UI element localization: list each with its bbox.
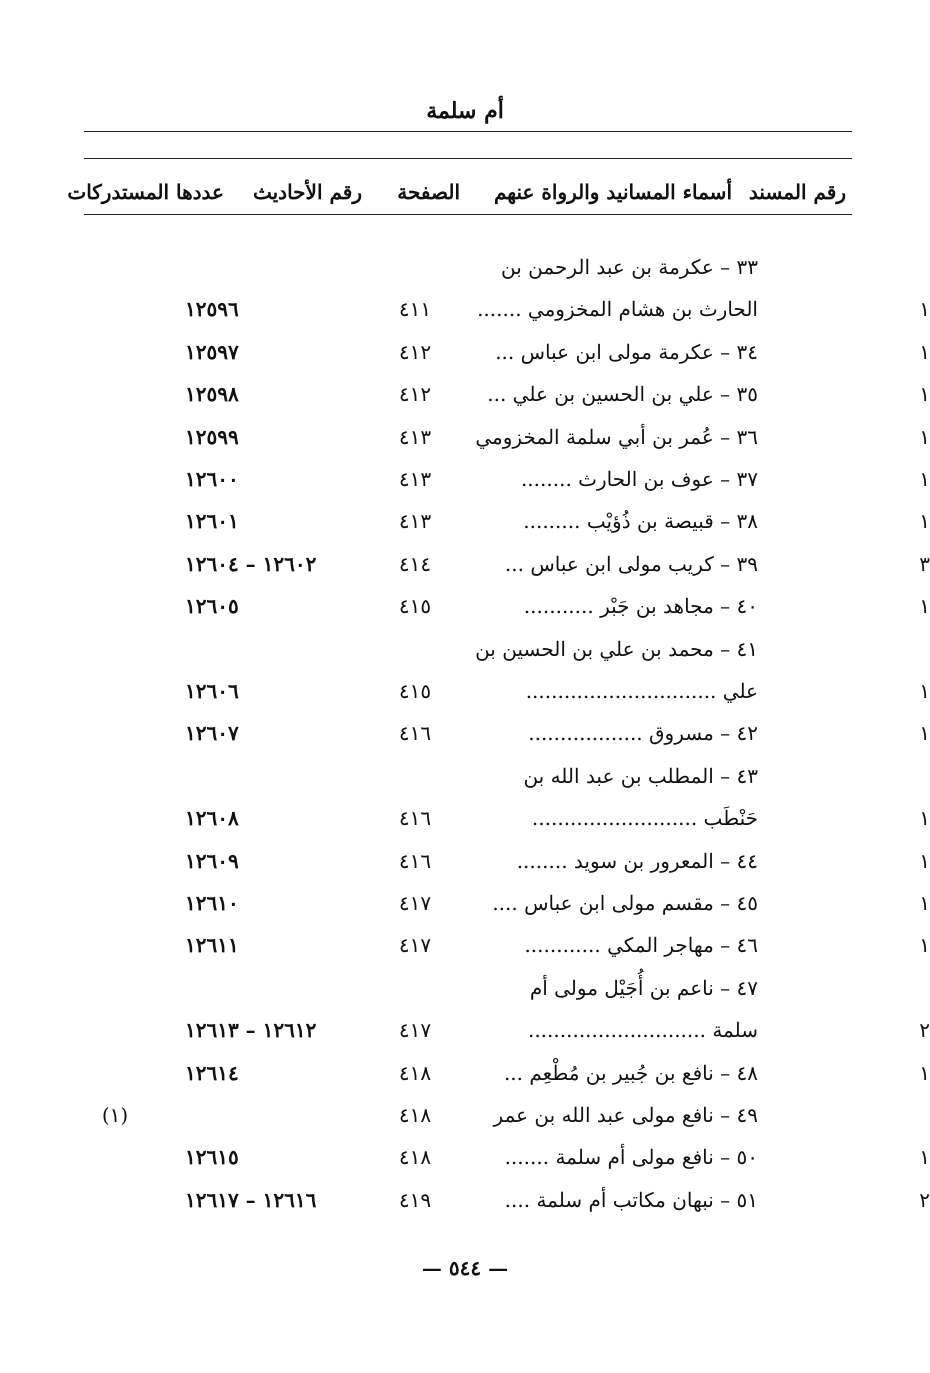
table-row	[0, 1136, 930, 1178]
row-name: ٤٠ – مجاهد بن جَبْر ...........	[523, 594, 758, 619]
row-name: علي ..............................	[525, 679, 758, 703]
col-header-page: الصفحة	[397, 180, 460, 204]
table-row	[0, 331, 930, 373]
table-row	[0, 712, 930, 754]
table-row	[0, 670, 930, 712]
row-hadith-numbers: ١٢٦٠٩	[185, 848, 239, 873]
row-name: ٤٧ – ناعم بن أُجَيْل مولى أم	[529, 975, 758, 1000]
row-page: ٤١٧	[398, 891, 432, 915]
table-row	[0, 628, 930, 670]
row-hadith-numbers	[185, 246, 345, 288]
row-name: ٥٠ – نافع مولى أم سلمة .......	[504, 1145, 758, 1170]
row-note	[90, 670, 140, 712]
col-header-count: عددها المستدركات	[67, 180, 224, 204]
row-hadith-numbers: ١٢٥٩٦	[185, 297, 239, 322]
row-count: ٣	[919, 551, 930, 576]
row-count: ١	[919, 806, 930, 831]
row-name: ٤٢ – مسروق ..................	[528, 721, 758, 746]
row-note	[90, 500, 140, 542]
table-top-rule	[84, 158, 852, 159]
row-count: ١	[919, 424, 930, 449]
row-page: ٤١٣	[398, 509, 432, 534]
table-row	[0, 1052, 930, 1094]
row-page: ٤١٢	[398, 339, 432, 364]
row-count: ١	[919, 297, 930, 322]
row-page: ٤١٥	[398, 594, 432, 619]
row-page: ٤١٧	[398, 933, 432, 958]
row-hadith-numbers: ١٢٦١٤	[185, 1060, 239, 1085]
row-count: ١	[919, 848, 930, 873]
row-note	[90, 1009, 140, 1051]
row-name: ٤٥ – مقسم مولى ابن عباس ....	[492, 891, 758, 915]
row-hadith-numbers: ١٢٦١٠	[185, 891, 239, 915]
table-row	[0, 840, 930, 882]
row-name: ٣٥ – علي بن الحسين بن علي ...	[487, 382, 758, 407]
row-name: الحارث بن هشام المخزومي .......	[477, 297, 758, 322]
row-note	[90, 840, 140, 882]
col-header-musnad: رقم المسند	[748, 180, 846, 204]
row-hadith-numbers: ١٢٦٠١	[185, 509, 239, 534]
row-page: ٤١١	[398, 297, 432, 322]
row-hadith-numbers: ١٢٦٠٥	[185, 594, 239, 619]
col-header-names: أسماء المسانيد والرواة عنهم	[493, 180, 732, 204]
row-note	[90, 797, 140, 839]
header-rule	[84, 131, 852, 132]
row-count: ١	[919, 679, 930, 703]
row-note	[90, 288, 140, 330]
row-note	[90, 755, 140, 797]
row-name: ٤٩ – نافع مولى عبد الله بن عمر	[493, 1103, 758, 1127]
table-row	[0, 924, 930, 966]
row-page: ٤١٨	[398, 1145, 432, 1170]
row-page: ٤١٥	[398, 679, 432, 703]
row-name: ٤٨ – نافع بن جُبير بن مُطْعِم ...	[503, 1060, 758, 1085]
table-row	[0, 373, 930, 415]
table-row	[0, 458, 930, 500]
row-note	[90, 416, 140, 458]
row-count: ١	[919, 1145, 930, 1170]
row-hadith-numbers: ١٢٥٩٩	[185, 424, 239, 449]
row-name: ٣٩ – كريب مولى ابن عباس ...	[504, 551, 758, 576]
row-note	[90, 967, 140, 1009]
row-note	[90, 924, 140, 966]
table-row	[0, 585, 930, 627]
row-note	[90, 882, 140, 924]
row-page	[380, 246, 450, 288]
row-note	[90, 373, 140, 415]
row-count: ٢	[919, 1187, 930, 1212]
row-hadith-numbers: ١٢٦١٦ – ١٢٦١٧	[185, 1187, 317, 1212]
row-name: ٤١ – محمد بن علي بن الحسين بن	[475, 636, 758, 661]
row-page	[380, 967, 450, 1009]
row-name: حَنْطَب ..........................	[531, 806, 758, 831]
table-row	[0, 288, 930, 330]
table-row	[0, 1179, 930, 1221]
row-name: ٤٤ – المعرور بن سويد ........	[516, 848, 758, 873]
row-name: سلمة ............................	[527, 1018, 758, 1043]
page-number: — ٥٤٤ —	[421, 1256, 509, 1280]
row-hadith-numbers	[185, 628, 345, 670]
row-name: ٣٤ – عكرمة مولى ابن عباس ...	[495, 339, 758, 364]
col-header-hadith: رقم الأحاديث	[252, 180, 362, 204]
row-note	[90, 712, 140, 754]
row-page	[380, 755, 450, 797]
row-count: ١	[919, 467, 930, 491]
table-header-rule	[84, 214, 852, 215]
row-count: ١	[919, 382, 930, 407]
row-hadith-numbers: ١٢٦١٢ – ١٢٦١٣	[185, 1018, 317, 1043]
row-page: ٤١٧	[398, 1018, 432, 1043]
table-row	[0, 797, 930, 839]
row-note	[90, 1052, 140, 1094]
row-hadith-numbers: ١٢٦١١	[185, 933, 239, 958]
row-hadith-numbers: ١٢٦١٥	[185, 1145, 239, 1170]
row-name: ٣٧ – عوف بن الحارث ........	[520, 467, 758, 491]
row-name: ٣٨ – قبيصة بن ذُؤيْب .........	[523, 509, 758, 534]
row-name: ٤٣ – المطلب بن عبد الله بن	[523, 763, 758, 788]
table-row	[0, 1094, 930, 1136]
row-page: ٤١٨	[398, 1103, 432, 1127]
row-name: ٣٦ – عُمر بن أبي سلمة المخزومي	[475, 424, 758, 449]
table-row	[0, 967, 930, 1009]
row-hadith-numbers	[185, 967, 345, 1009]
row-hadith-numbers: ١٢٥٩٧	[185, 339, 239, 364]
row-hadith-numbers: ١٢٦٠٨	[185, 806, 239, 831]
row-name: ٣٣ – عكرمة بن عبد الرحمن بن	[501, 255, 758, 279]
row-note	[90, 628, 140, 670]
row-count: ١	[919, 509, 930, 534]
table-row	[0, 1009, 930, 1051]
row-count: ١	[919, 891, 930, 915]
table-row	[0, 500, 930, 542]
row-note: (١)	[101, 1103, 129, 1127]
row-hadith-numbers: ١٢٦٠٧	[185, 721, 239, 746]
row-page: ٤١٩	[398, 1187, 432, 1212]
row-page: ٤١٦	[398, 848, 432, 873]
row-hadith-numbers: ١٢٦٠٢ – ١٢٦٠٤	[185, 551, 317, 576]
row-hadith-numbers: ١٢٥٩٨	[185, 382, 239, 407]
row-note	[90, 1179, 140, 1221]
table-row	[0, 416, 930, 458]
row-page: ٤١٦	[398, 806, 432, 831]
row-page: ٤١٨	[398, 1060, 432, 1085]
row-hadith-numbers	[185, 1094, 345, 1136]
row-hadith-numbers: ١٢٦٠٦	[185, 679, 239, 703]
row-count: ١	[919, 933, 930, 958]
row-note	[90, 1136, 140, 1178]
row-name: ٥١ – نبهان مكاتب أم سلمة ....	[504, 1187, 758, 1212]
row-page: ٤١٦	[398, 721, 432, 746]
row-count: ١	[919, 1060, 930, 1085]
row-note	[90, 331, 140, 373]
table-row	[0, 882, 930, 924]
table-row	[0, 755, 930, 797]
table-row	[0, 246, 930, 288]
row-page	[380, 628, 450, 670]
row-page: ٤١٤	[398, 551, 432, 576]
row-hadith-numbers: ١٢٦٠٠	[185, 467, 239, 491]
row-count: ١	[919, 721, 930, 746]
table-row	[0, 543, 930, 585]
row-page: ٤١٣	[398, 467, 432, 491]
row-hadith-numbers	[185, 755, 345, 797]
row-note	[90, 458, 140, 500]
row-count: ١	[919, 339, 930, 364]
row-count: ٢	[919, 1018, 930, 1043]
row-page: ٤١٢	[398, 382, 432, 407]
row-note	[90, 543, 140, 585]
row-note	[90, 585, 140, 627]
row-page: ٤١٣	[398, 424, 432, 449]
row-note	[90, 246, 140, 288]
row-name: ٤٦ – مهاجر المكي ............	[524, 933, 758, 958]
page-header: أم سلمة	[426, 98, 504, 124]
row-count: ١	[919, 594, 930, 619]
